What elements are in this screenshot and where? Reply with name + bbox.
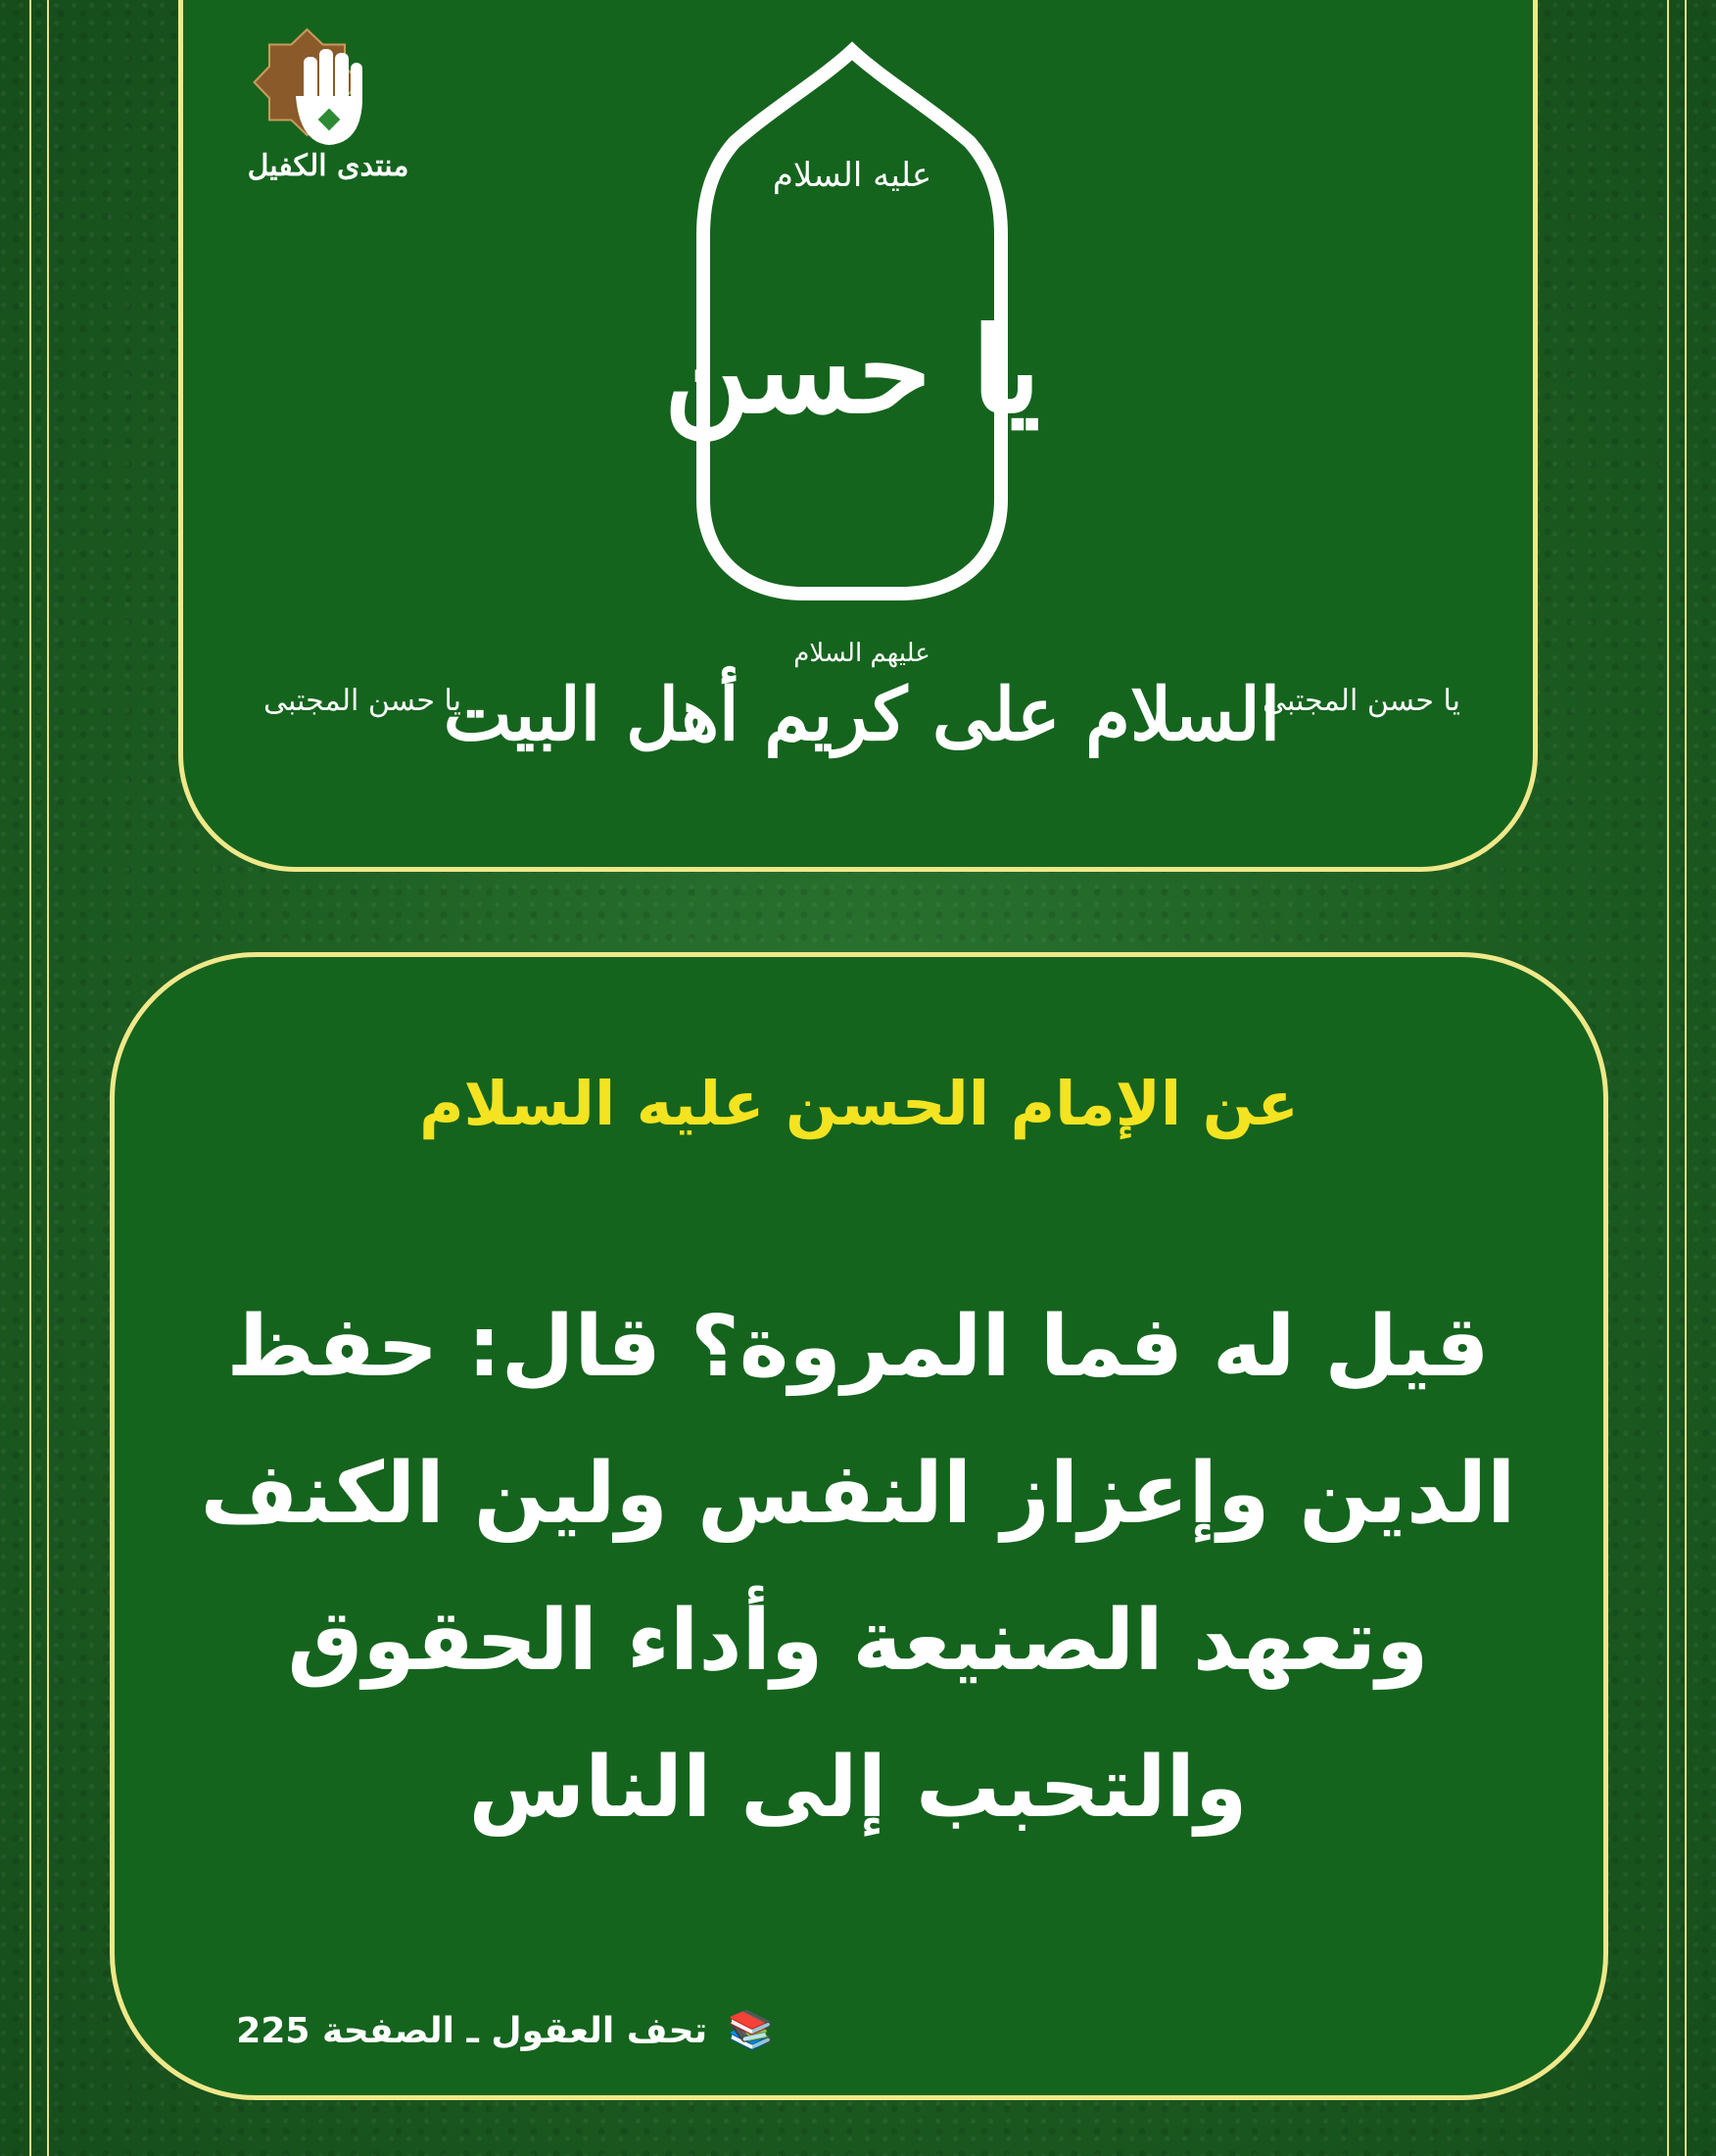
- books-icon: 📚: [727, 2008, 774, 2051]
- source-text: تحف العقول ـ الصفحة 225: [236, 2011, 708, 2051]
- calligraphy-banner: [262, 602, 1461, 789]
- banner-honorific: عليهم السلام: [793, 639, 930, 668]
- arch-calligraphy-emblem: [663, 39, 1041, 607]
- left-frame-line: [29, 0, 31, 2156]
- quote-heading: عن الإمام الحسن عليه السلام: [419, 1068, 1299, 1139]
- emblem-small-text: عليه السلام: [772, 156, 932, 195]
- banner-side-text-right: يا حسن المجتبى: [1262, 684, 1461, 718]
- forum-logo-text: منتدى الكفيل: [247, 149, 409, 183]
- quote-text: قيل له فما المروة؟ قال: حفظ الدين وإعزاز النفس ولين الكنف وتعهد الصنيعة وأداء الحقوق والتحبب إلى الناس: [200, 1298, 1516, 1837]
- right-frame-line-inner: [1667, 0, 1669, 2156]
- left-frame-line-inner: [47, 0, 49, 2156]
- right-frame-line: [1685, 0, 1687, 2156]
- banner-side-text-left: يا حسن المجتبى: [262, 684, 462, 718]
- banner-main-text: السلام على كريم أهل البيت: [443, 673, 1281, 757]
- quote-source: [236, 2008, 774, 2052]
- emblem-calligraphy-text: يا حسن: [663, 302, 1041, 440]
